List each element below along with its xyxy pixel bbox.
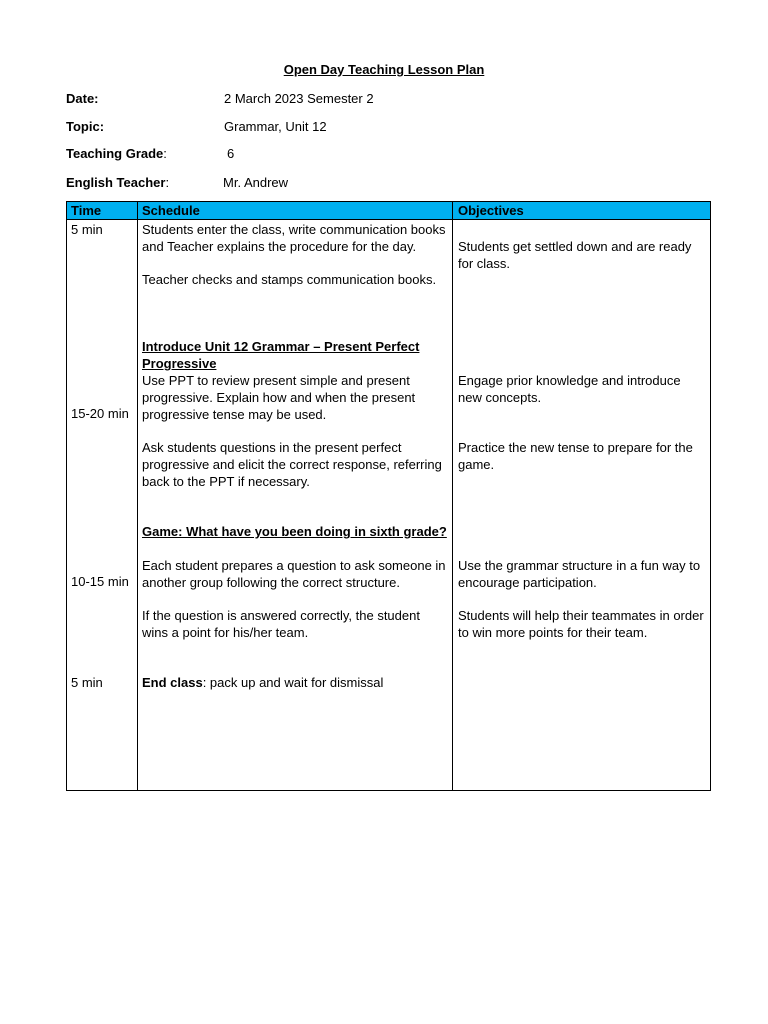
date-label: Date:	[66, 91, 99, 106]
schedule-text	[142, 674, 447, 691]
schedule-text: If the question is answered correctly, the student wins a point for his/her team.	[142, 608, 420, 640]
schedule-text: Ask students questions in the present perfect progressive and elicit the correct response, referring back to the PPT if necessary.	[142, 440, 442, 489]
teacher-label: English Teacher:	[66, 175, 170, 190]
objective-text: Practice the new tense to prepare for the game.	[458, 440, 693, 472]
end-class-text: : pack up and wait for dismissal	[202, 675, 384, 690]
grade-label-text: Teaching Grade	[66, 146, 164, 161]
document-title: Open Day Teaching Lesson Plan	[283, 62, 485, 77]
schedule-text: Use PPT to review present simple and present progressive. Explain how and when the present progressive tense may be used.	[142, 373, 416, 422]
header-objectives: Objectives	[458, 203, 524, 218]
end-class-label: End class	[142, 675, 203, 690]
time-cell: 5 min	[71, 222, 103, 237]
schedule-text: Each student prepares a question to ask someone in another group following the correct structure.	[142, 558, 446, 590]
objective-text: Engage prior knowledge and introduce new concepts.	[458, 373, 681, 405]
grade-label: Teaching Grade:	[66, 146, 167, 161]
objective-text: Use the grammar structure in a fun way to encourage participation.	[458, 558, 701, 590]
column-divider	[452, 202, 453, 790]
header-schedule: Schedule	[142, 203, 200, 218]
table-header-row	[67, 202, 710, 220]
objective-text: Students will help their teammates in order to win more points for their team.	[458, 608, 704, 640]
header-time: Time	[71, 203, 102, 218]
schedule-text: Teacher checks and stamps communication books.	[142, 272, 437, 287]
objective-text: Students get settled down and are ready for class.	[458, 239, 692, 271]
topic-label: Topic:	[66, 119, 105, 134]
grade-value: 6	[227, 146, 235, 161]
time-cell: 5 min	[71, 675, 103, 690]
schedule-heading: Game: What have you been doing in sixth grade?	[142, 524, 447, 539]
teacher-value: Mr. Andrew	[223, 175, 289, 190]
date-value: 2 March 2023 Semester 2	[224, 91, 374, 106]
schedule-heading: Introduce Unit 12 Grammar – Present Perfect Progressive	[142, 339, 420, 371]
teacher-label-text: English Teacher	[66, 175, 166, 190]
column-divider	[137, 202, 138, 790]
time-cell: 10-15 min	[71, 574, 129, 589]
time-cell: 15-20 min	[71, 406, 129, 421]
topic-value: Grammar, Unit 12	[224, 119, 327, 134]
lesson-plan-table	[66, 201, 711, 791]
schedule-text: Students enter the class, write communication books and Teacher explains the procedure for the day.	[142, 222, 446, 254]
